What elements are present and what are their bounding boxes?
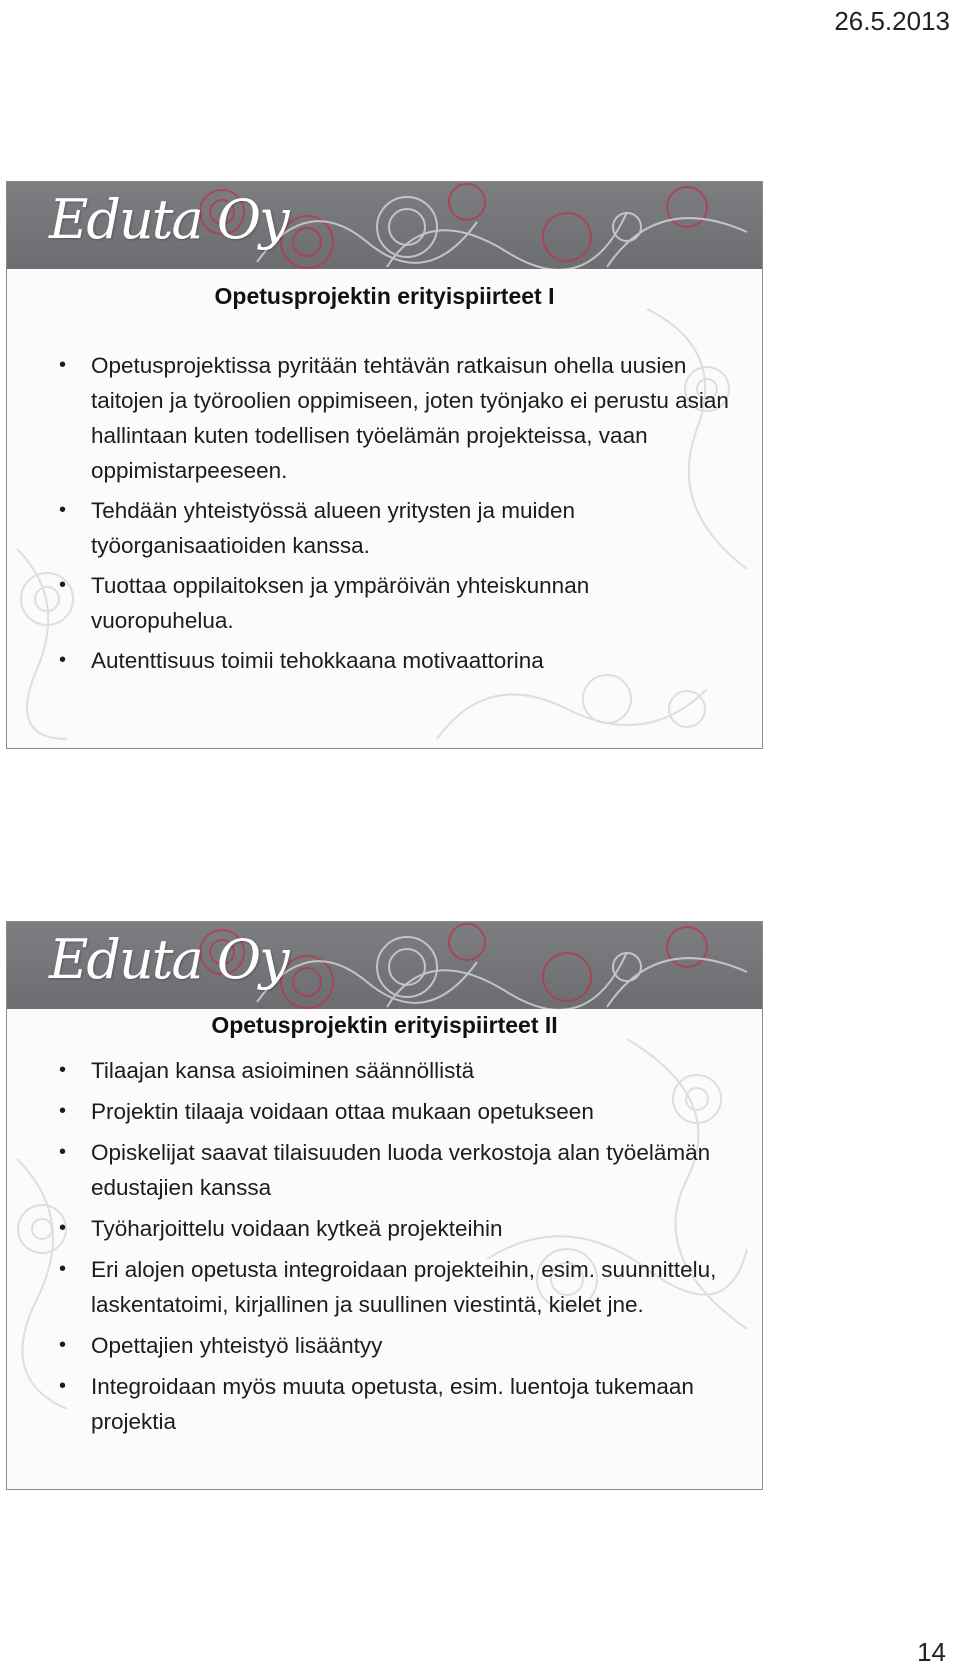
bullet-item: • Opettajien yhteistyö lisääntyy	[59, 1328, 734, 1363]
page-date: 26.5.2013	[834, 6, 950, 36]
bullet-item: • Tuottaa oppilaitoksen ja ympäröivän yhteiskunnan vuoropuhelua.	[59, 568, 734, 638]
bullet-item: • Autenttisuus toimii tehokkaana motivaattorina	[59, 643, 734, 678]
slide-1	[6, 181, 763, 749]
slide-header	[7, 182, 762, 269]
eduta-logo: Eduta Oy	[49, 928, 288, 991]
eduta-logo: Eduta Oy	[49, 188, 288, 251]
bullet-item: • Opetusprojektissa pyritään tehtävän ratkaisun ohella uusien taitojen ja työroolien oppimiseen, joten työnjako ei perustu asian hallintaan kuten todellisen työelämän projekteissa, vaan oppimistarpeeseen.	[59, 348, 734, 488]
bullet-list	[59, 348, 734, 683]
slide-title: Opetusprojektin erityispiirteet I	[214, 283, 555, 309]
page-number: 14	[917, 1637, 946, 1667]
bullet-item: • Tehdään yhteistyössä alueen yritysten ja muiden työorganisaatioiden kanssa.	[59, 493, 734, 563]
slide-title: Opetusprojektin erityispiirteet II	[211, 1012, 558, 1038]
bullet-item: • Tilaajan kansa asioiminen säännöllistä	[59, 1053, 734, 1088]
bullet-item: • Integroidaan myös muuta opetusta, esim. luentoja tukemaan projektia	[59, 1369, 734, 1439]
slide-header	[7, 922, 762, 1009]
bullet-item: • Projektin tilaaja voidaan ottaa mukaan opetukseen	[59, 1094, 734, 1129]
slide-2	[6, 921, 763, 1490]
bullet-item: • Opiskelijat saavat tilaisuuden luoda verkostoja alan työelämän edustajien kanssa	[59, 1135, 734, 1205]
bullet-list	[59, 1053, 734, 1445]
bullet-item: • Eri alojen opetusta integroidaan projekteihin, esim. suunnittelu, laskentatoimi, kirjallinen ja suullinen viestintä, kielet jne.	[59, 1252, 734, 1322]
bullet-item: • Työharjoittelu voidaan kytkeä projekteihin	[59, 1211, 734, 1246]
